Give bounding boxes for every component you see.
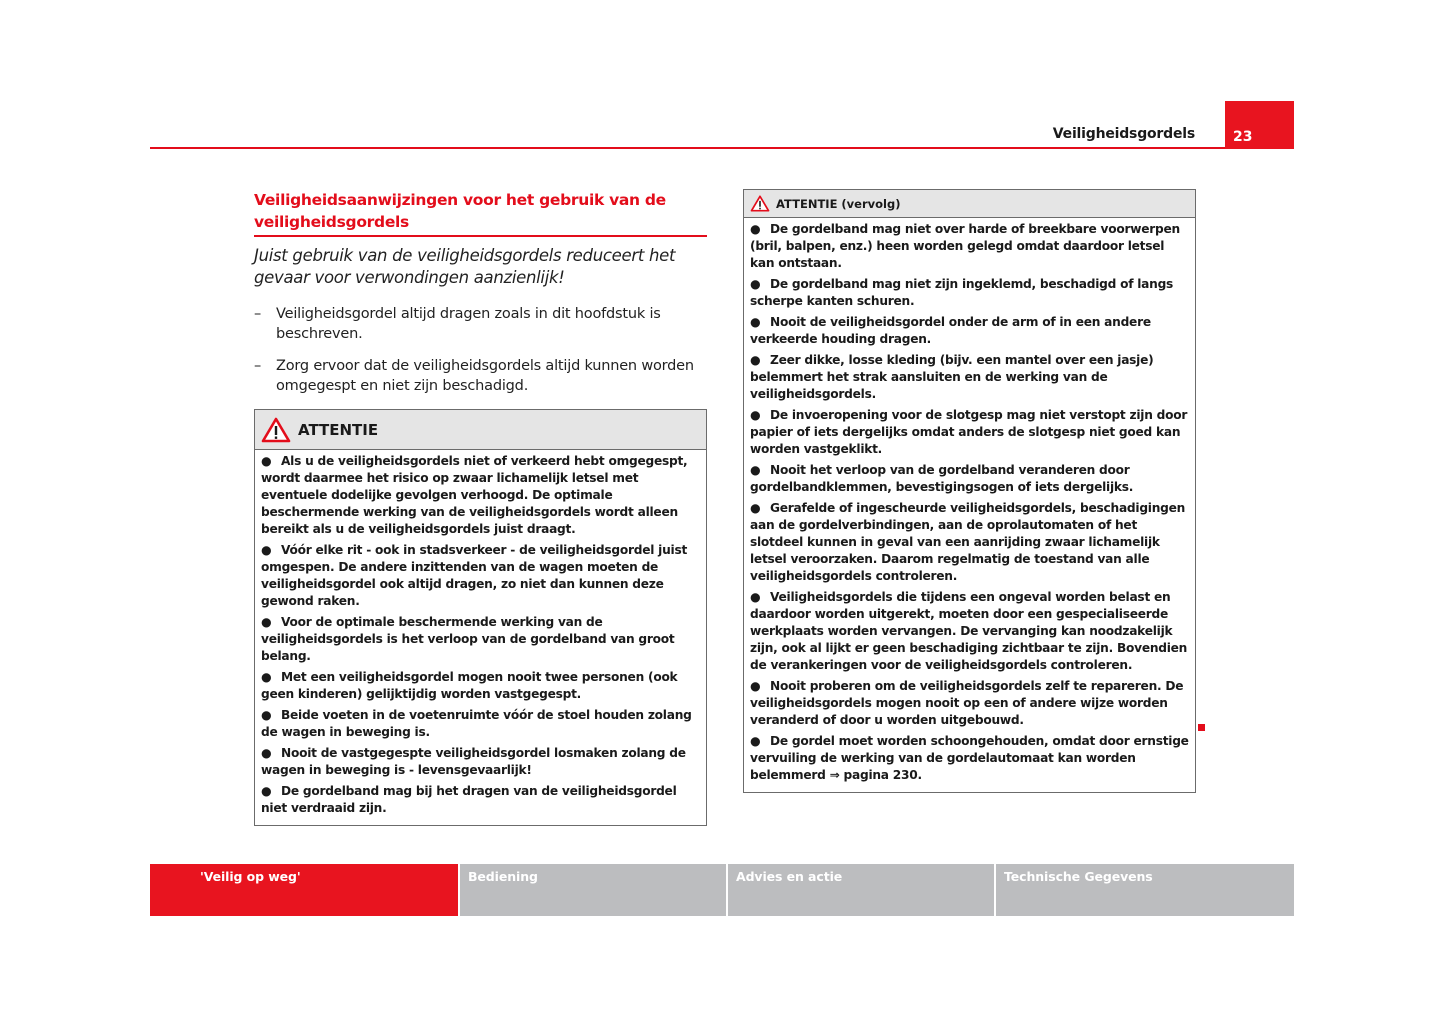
warning-text: De gordelband mag bij het dragen van de veiligheidsgordel niet verdraaid zijn. bbox=[261, 784, 677, 815]
instruction-text: Veiligheidsgordel altijd dragen zoals in dit hoofdstuk is beschreven. bbox=[276, 306, 661, 342]
warning-body bbox=[744, 218, 1195, 792]
warning-text: Gerafelde of ingescheurde veiligheidsgordels, beschadigingen aan de gordelverbindingen, aan de oprolautomaten of het slotdeel kunnen in geval van een aanrijding zwaar lichamelijk letsel veroorzaken. Daarom regelmatig de toestand van alle veiligheidsgordels controleren. bbox=[750, 501, 1186, 583]
instruction-list bbox=[254, 305, 707, 396]
warning-header bbox=[255, 410, 706, 450]
warning-box bbox=[254, 409, 707, 826]
warning-box-continued bbox=[743, 189, 1196, 793]
left-column bbox=[254, 189, 707, 409]
bullet: ● bbox=[261, 784, 272, 798]
warning-item bbox=[261, 707, 700, 741]
bullet: ● bbox=[750, 590, 761, 604]
bullet: ● bbox=[750, 734, 761, 748]
warning-item bbox=[750, 462, 1189, 496]
instruction-text: Zorg ervoor dat de veiligheidsgordels altijd kunnen worden omgegespt en niet zijn beschadigd. bbox=[276, 358, 694, 394]
warning-title: ATTENTIE (vervolg) bbox=[776, 196, 901, 211]
warning-triangle-icon bbox=[750, 195, 770, 212]
warning-item bbox=[750, 314, 1189, 348]
intro-text: Juist gebruik van de veiligheidsgordels reduceert het gevaar voor verwondingen aanzienlijk! bbox=[254, 246, 676, 287]
tab-bediening[interactable]: Bediening bbox=[460, 864, 726, 916]
tab-advies-en-actie[interactable]: Advies en actie bbox=[728, 864, 994, 916]
dash-marker: – bbox=[254, 358, 262, 374]
warning-triangle-icon bbox=[261, 417, 291, 443]
bullet: ● bbox=[750, 679, 761, 693]
warning-text: De gordelband mag niet zijn ingeklemd, beschadigd of langs scherpe kanten schuren. bbox=[750, 277, 1174, 308]
bullet: ● bbox=[261, 543, 272, 557]
section-title: Veiligheidsaanwijzingen voor het gebruik van de veiligheidsgordels bbox=[254, 189, 707, 237]
warning-item bbox=[261, 614, 700, 665]
warning-text: Met een veiligheidsgordel mogen nooit twee personen (ook geen kinderen) gelijktijdig worden vastgegespt. bbox=[261, 670, 678, 701]
bullet: ● bbox=[750, 277, 761, 291]
tab-technische-gegevens[interactable]: Technische Gegevens bbox=[996, 864, 1294, 916]
bullet: ● bbox=[261, 670, 272, 684]
bullet: ● bbox=[750, 501, 761, 515]
warning-text: Voor de optimale beschermende werking van de veiligheidsgordels is het verloop van de gordelband van groot belang. bbox=[261, 615, 675, 663]
warning-text: Nooit het verloop van de gordelband veranderen door gordelbandklemmen, bevestigingsogen of iets dergelijks. bbox=[750, 463, 1134, 494]
bullet: ● bbox=[261, 708, 272, 722]
warning-text: De invoeropening voor de slotgesp mag niet verstopt zijn door papier of iets dergelijks omdat anders de slotgesp niet goed kan worden vastgeklikt. bbox=[750, 408, 1188, 456]
page-number: 23 bbox=[1233, 129, 1253, 145]
bullet: ● bbox=[750, 222, 761, 236]
warning-text: De gordel moet worden schoongehouden, omdat door ernstige vervuiling de werking van de gordelautomaat kan worden belemmerd ⇒ pagina 230. bbox=[750, 734, 1189, 782]
warning-text: Nooit de veiligheidsgordel onder de arm of in een andere verkeerde houding dragen. bbox=[750, 315, 1151, 346]
warning-text: Vóór elke rit - ook in stadsverkeer - de veiligheidsgordel juist omgespen. De andere inzittenden van de wagen moeten de veiligheidsgordel ook altijd dragen, zo niet dan kunnen deze gewond raken. bbox=[261, 543, 688, 608]
warning-text: Zeer dikke, losse kleding (bijv. een mantel over een jasje) belemmert het strak aansluiten en de werking van de veiligheidsgordels. bbox=[750, 353, 1154, 401]
warning-body bbox=[255, 450, 706, 825]
bullet: ● bbox=[261, 454, 272, 468]
warning-item bbox=[261, 745, 700, 779]
bullet: ● bbox=[261, 746, 272, 760]
bullet: ● bbox=[261, 615, 272, 629]
warning-item bbox=[750, 352, 1189, 403]
warning-text: Nooit de vastgegespte veiligheidsgordel losmaken zolang de wagen in beweging is - levensgevaarlijk! bbox=[261, 746, 686, 777]
warning-item bbox=[261, 669, 700, 703]
warning-text: De gordelband mag niet over harde of breekbare voorwerpen (bril, balpen, enz.) heen worden gelegd omdat daardoor letsel kan ontstaan. bbox=[750, 222, 1180, 270]
tab-veilig-op-weg[interactable]: 'Veilig op weg' bbox=[150, 864, 458, 916]
bullet: ● bbox=[750, 463, 761, 477]
warning-item bbox=[750, 589, 1189, 674]
warning-text: Nooit proberen om de veiligheidsgordels zelf te repareren. De veiligheidsgordels mogen nooit op een of andere wijze worden veranderd of door u worden uitgebouwd. bbox=[750, 679, 1184, 727]
bullet: ● bbox=[750, 408, 761, 422]
warning-item bbox=[750, 407, 1189, 458]
instruction-item bbox=[254, 357, 707, 396]
warning-item bbox=[750, 276, 1189, 310]
dash-marker: – bbox=[254, 306, 262, 322]
page-number-box bbox=[1225, 101, 1294, 149]
bullet: ● bbox=[750, 353, 761, 367]
warning-text: Veiligheidsgordels die tijdens een ongeval worden belast en daardoor worden uitgerekt, moeten door een gespecialiseerde werkplaats worden vervangen. De vervanging kan noodzakelijk zijn, ook al lijkt er geen beschadiging zichtbaar te zijn. Bovendien de verankeringen voor de veiligheidsgordels controleren. bbox=[750, 590, 1188, 672]
instruction-item bbox=[254, 305, 707, 344]
warning-item bbox=[750, 678, 1189, 729]
warning-text: Beide voeten in de voetenruimte vóór de stoel houden zolang de wagen in beweging is. bbox=[261, 708, 692, 739]
warning-item bbox=[750, 500, 1189, 585]
end-of-section-marker bbox=[1198, 724, 1205, 731]
chapter-title: Veiligheidsgordels bbox=[1052, 126, 1195, 142]
bullet: ● bbox=[750, 315, 761, 329]
warning-item bbox=[750, 221, 1189, 272]
warning-header bbox=[744, 190, 1195, 218]
chapter-nav bbox=[150, 864, 1294, 916]
warning-item bbox=[261, 453, 700, 538]
warning-item bbox=[261, 542, 700, 610]
warning-title: ATTENTIE bbox=[298, 420, 379, 439]
warning-text: Als u de veiligheidsgordels niet of verkeerd hebt omgegespt, wordt daarmee het risico op zwaar lichamelijk letsel met eventuele dodelijke gevolgen verhoogd. De optimale beschermende werking van de veiligheidsgordels wordt alleen bereikt als u de veiligheidsgordels juist draagt. bbox=[261, 454, 688, 536]
warning-item bbox=[750, 733, 1189, 784]
header-rule bbox=[150, 147, 1294, 149]
warning-item bbox=[261, 783, 700, 817]
